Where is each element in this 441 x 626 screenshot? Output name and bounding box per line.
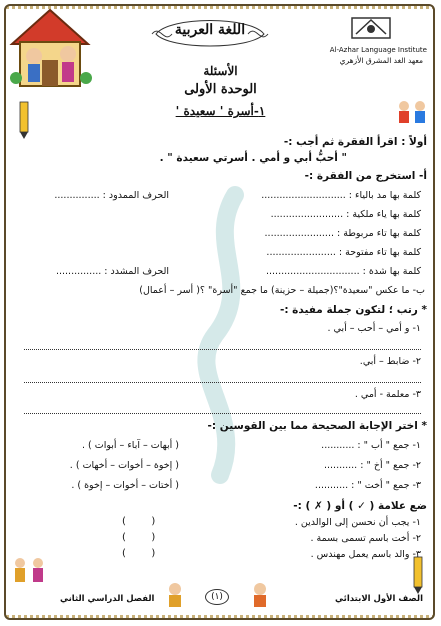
- kids-illustration-bottom: [10, 555, 50, 591]
- q1-side-label[interactable]: الحرف الممدود : ...............: [54, 190, 169, 201]
- institute-name-en: Al-Azhar Language Institute: [329, 46, 427, 54]
- q3-options: ( أبهات – آباء – أبوات ) .: [82, 440, 179, 451]
- subject-banner: [150, 14, 270, 52]
- q4-answer-box[interactable]: ( ): [122, 532, 156, 543]
- q2-heading: * رتب ؛ لتكون جملة مفيدة :-: [279, 304, 427, 316]
- q1-item[interactable]: كلمة بها تاء مربوطة : .......................: [264, 228, 421, 239]
- pencil-kid-illustration-2: [245, 580, 275, 610]
- answer-line[interactable]: [24, 382, 421, 383]
- term-label: الفصل الدراسي الثاني: [60, 594, 155, 604]
- lesson-title: ١-أسرة ' سعيدة ': [175, 104, 266, 118]
- questions-title: الأسئلة: [203, 64, 238, 78]
- answer-line[interactable]: [24, 349, 421, 350]
- pencil-icon-left: [14, 100, 34, 140]
- pencil-kid-illustration: [160, 580, 190, 610]
- q1-side-label[interactable]: الحرف المشدد : ...............: [55, 266, 169, 277]
- q1-part-a: أ- استخرج من الفقرة :-: [304, 170, 427, 182]
- q1-item[interactable]: كلمة بها شدة : ...............................: [266, 266, 421, 277]
- q4-item: ٢- أخت باسم تسمى بسمة .: [310, 533, 421, 544]
- q1-item[interactable]: كلمة بها مد بالياء : ............................: [261, 190, 421, 201]
- q1-part-b[interactable]: ب- ما عكس "سعيدة"؟(جميلة – حزينة) ما جمع "أسرة" ؟( أسر – أعمال): [139, 285, 425, 296]
- q3-heading: * اختر الإجابة الصحيحة مما بين القوسين :-: [207, 420, 427, 432]
- q1-item[interactable]: كلمة بها ياء ملكية : ........................: [270, 209, 421, 220]
- pencil-icon: [408, 555, 428, 595]
- subject-title: اللغة العربية: [174, 22, 246, 38]
- q1-paragraph: " أحبُّ أبي و أمي . أسرتي سعيدة " .: [159, 152, 347, 164]
- grade-label: الصف الأول الابتدائي: [335, 594, 423, 604]
- q2-item: ٢- ضابط – أبي.: [359, 356, 421, 367]
- q1-item[interactable]: كلمة بها تاء مفتوحة : .......................: [266, 247, 421, 258]
- q1-heading: أولاً : اقرأ الفقرة ثم أجب :-: [283, 136, 427, 148]
- q3-question[interactable]: ٣- جمع " أخت " : ...........: [314, 480, 421, 491]
- q2-item: ١- و أمي – أحب – أبي .: [327, 323, 421, 334]
- unit-title: الوحدة الأولى: [184, 82, 257, 97]
- answer-line[interactable]: [24, 413, 421, 414]
- q4-item: ٣- والد باسم يعمل مهندس .: [310, 549, 421, 560]
- watermark: [175, 185, 270, 485]
- q2-item: ٣- معلمة - أمي .: [354, 389, 421, 400]
- q3-question[interactable]: ٢- جمع " أخ " : ...........: [323, 460, 421, 471]
- page-number: (١): [205, 589, 229, 605]
- q3-options: ( أختات – أخوات – إخوة ) .: [71, 480, 179, 491]
- q4-heading: ضع علامة ( ✓ ) أو ( ✗ ) :-: [293, 500, 427, 512]
- kids-illustration-top: [394, 98, 430, 132]
- q4-answer-box[interactable]: ( ): [122, 548, 156, 559]
- q3-question[interactable]: ١- جمع " أب " : ...........: [321, 440, 421, 451]
- institute-logo: [332, 14, 410, 44]
- q4-answer-box[interactable]: ( ): [122, 516, 156, 527]
- q4-item: ١- يجب أن نحسن إلى الوالدين .: [294, 517, 421, 528]
- institute-name-ar: معهد الغد المشرق الأزهري: [339, 56, 423, 65]
- q3-options: ( إخوة – أخوات – أخهات ) .: [69, 460, 179, 471]
